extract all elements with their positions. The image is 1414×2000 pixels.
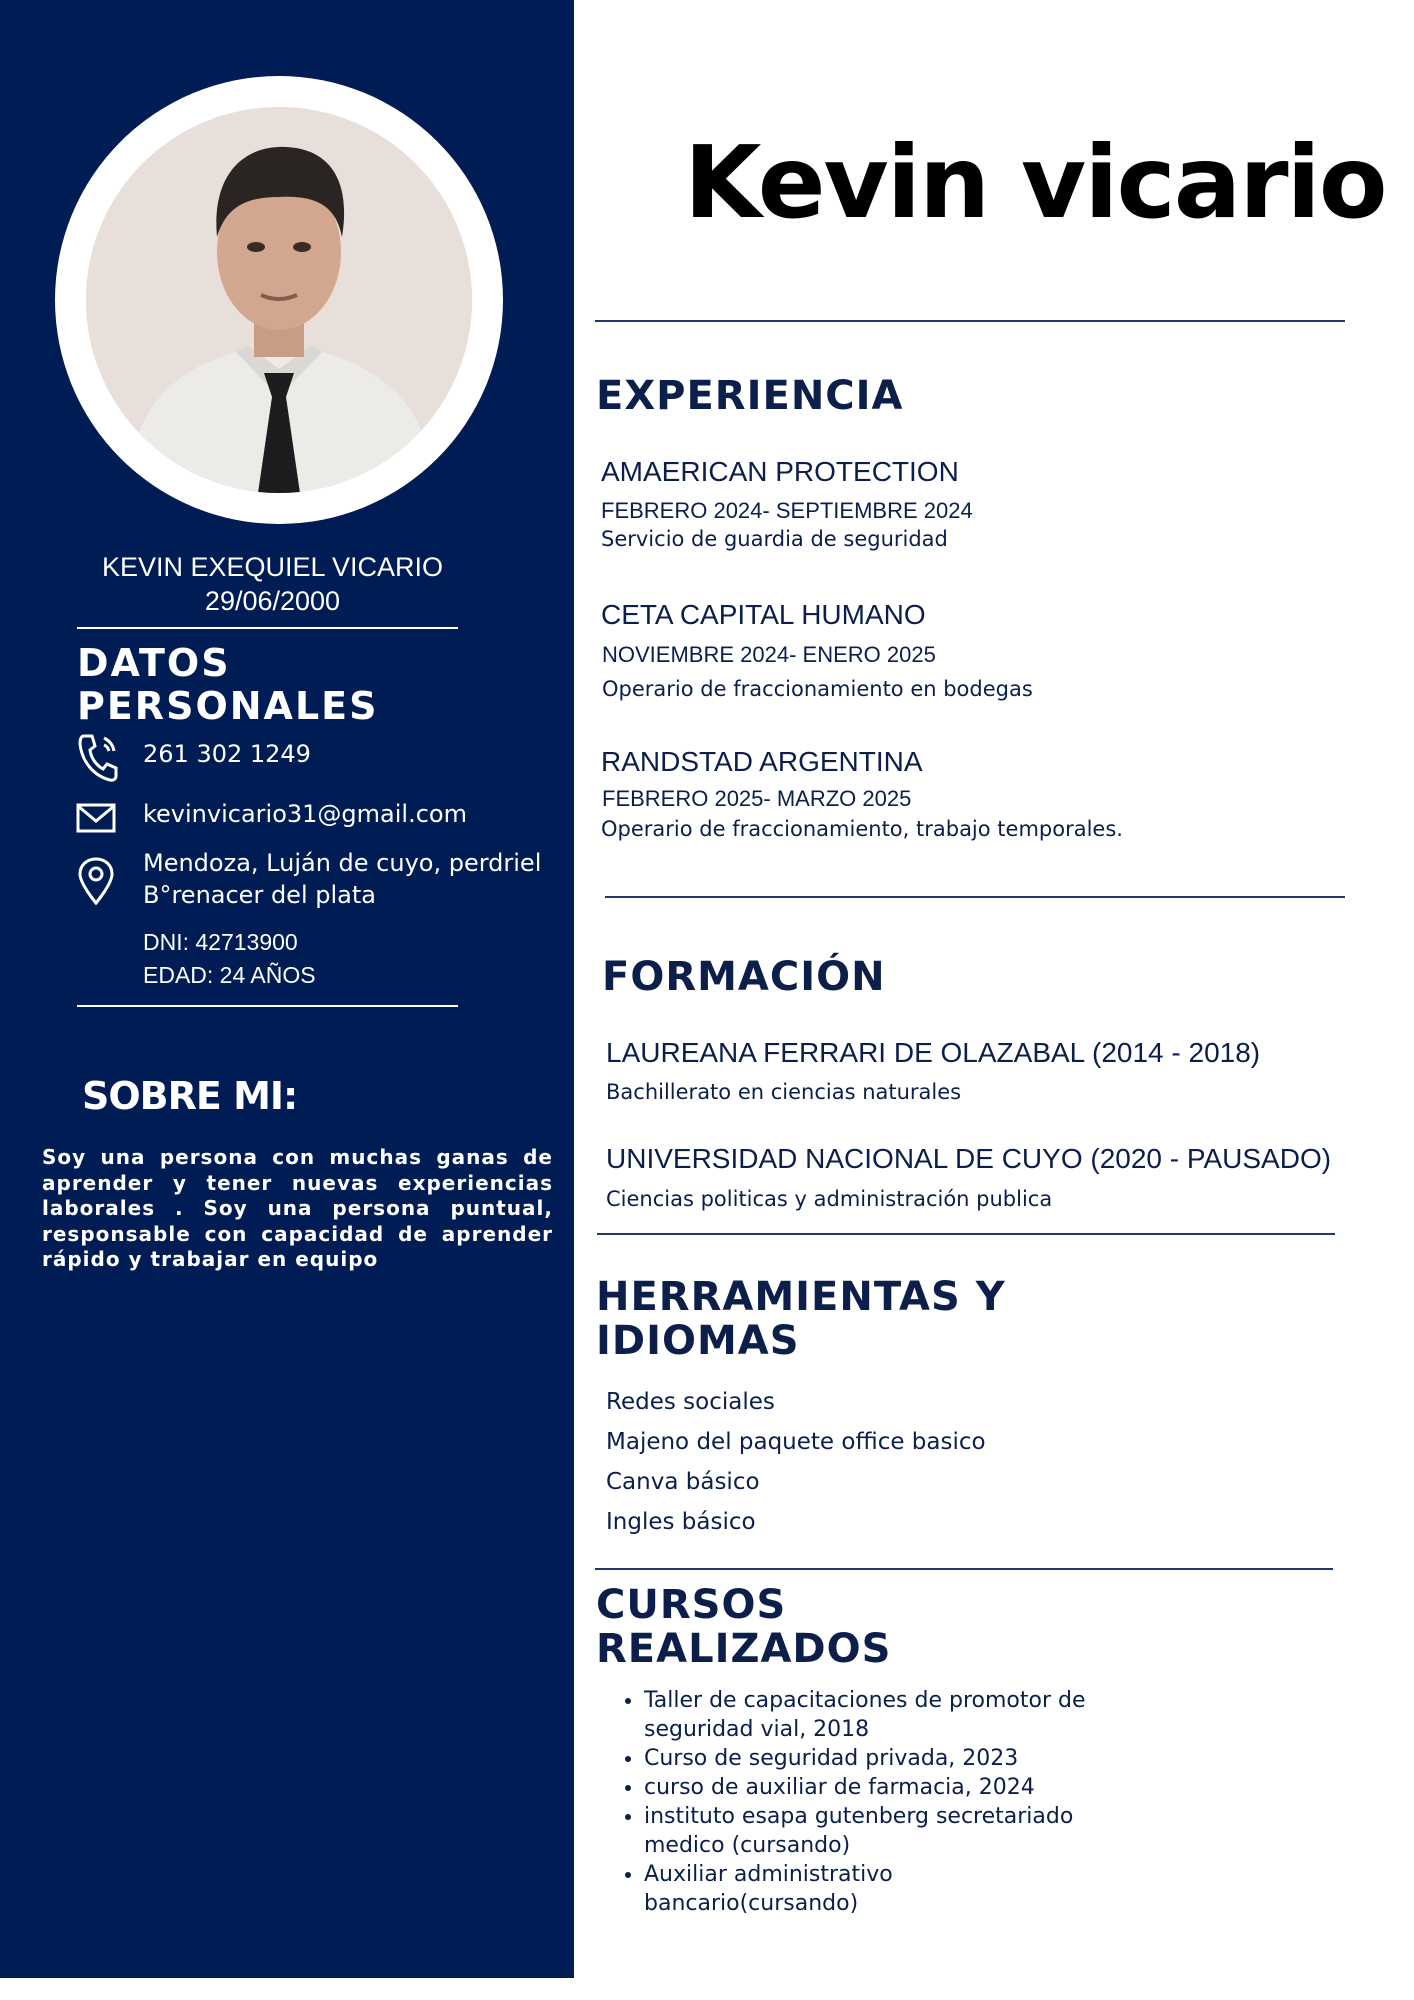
main-name: Kevin vicario bbox=[684, 124, 1386, 241]
sidebar-divider-top bbox=[77, 627, 458, 629]
tools-divider bbox=[595, 1568, 1333, 1570]
job-dates: FEBRERO 2025- MARZO 2025 bbox=[602, 786, 912, 811]
courses-title-line1: CURSOS bbox=[596, 1582, 787, 1628]
tool-item: Majeno del paquete office basico bbox=[606, 1429, 986, 1455]
person-photo-icon bbox=[86, 107, 472, 493]
address-line2: B°renacer del plata bbox=[143, 881, 376, 909]
experience-title: EXPERIENCIA bbox=[596, 373, 904, 419]
education-divider bbox=[597, 1233, 1335, 1235]
email-address: kevinvicario31@gmail.com bbox=[143, 800, 467, 828]
education-degree: Ciencias politicas y administración publica bbox=[606, 1187, 1053, 1211]
education-degree: Bachillerato en ciencias naturales bbox=[606, 1080, 962, 1104]
tools-title bbox=[596, 1275, 1006, 1363]
job-company: CETA CAPITAL HUMANO bbox=[601, 599, 926, 630]
job-dates: NOVIEMBRE 2024- ENERO 2025 bbox=[602, 642, 936, 667]
courses-list bbox=[620, 1686, 1094, 1918]
job-company: RANDSTAD ARGENTINA bbox=[601, 746, 923, 777]
profile-photo bbox=[86, 107, 472, 493]
course-item: • Auxiliar administrativo bancario(cursando) bbox=[644, 1860, 1094, 1918]
job-description: Servicio de guardia de seguridad bbox=[601, 527, 948, 551]
age-value: EDAD: 24 AÑOS bbox=[143, 962, 316, 988]
phone-icon bbox=[76, 732, 120, 784]
about-text: Soy una persona con muchas ganas de aprender y tener nuevas experiencias laborales . Soy una persona puntual, responsable con capacidad de aprender rápido y trabajar en equipo bbox=[42, 1145, 553, 1271]
courses-title-line2: REALIZADOS bbox=[596, 1626, 892, 1672]
course-item: • Curso de seguridad privada, 2023 bbox=[644, 1744, 1094, 1773]
job-company: AMAERICAN PROTECTION bbox=[601, 456, 959, 487]
full-name: KEVIN EXEQUIEL VICARIO bbox=[101, 552, 444, 582]
job-description: Operario de fraccionamiento, trabajo temporales. bbox=[601, 817, 1123, 841]
tool-item: Redes sociales bbox=[606, 1389, 775, 1415]
course-item: • instituto esapa gutenberg secretariado medico (cursando) bbox=[644, 1802, 1094, 1860]
dni-number: DNI: 42713900 bbox=[143, 929, 298, 955]
email-icon bbox=[76, 802, 116, 834]
header-divider bbox=[595, 320, 1345, 322]
education-school: LAUREANA FERRARI DE OLAZABAL (2014 - 2018) bbox=[606, 1037, 1261, 1068]
phone-number: 261 302 1249 bbox=[143, 740, 311, 768]
about-title: SOBRE MI: bbox=[82, 1074, 298, 1118]
sidebar-divider-bottom bbox=[77, 1005, 458, 1007]
tools-title-line1: HERRAMIENTAS Y bbox=[596, 1274, 1006, 1320]
datos-personales-title bbox=[77, 642, 379, 728]
education-school: UNIVERSIDAD NACIONAL DE CUYO (2020 - PAUSADO) bbox=[606, 1143, 1332, 1174]
address-line1: Mendoza, Luján de cuyo, perdriel bbox=[143, 849, 542, 877]
tool-item: Ingles básico bbox=[606, 1509, 756, 1535]
experience-divider bbox=[605, 896, 1345, 898]
courses-title bbox=[596, 1583, 891, 1671]
datos-title-line1: DATOS bbox=[77, 641, 231, 685]
sidebar bbox=[0, 0, 574, 1978]
course-item: • Taller de capacitaciones de promotor de seguridad vial, 2018 bbox=[644, 1686, 1094, 1744]
birth-date: 29/06/2000 bbox=[204, 586, 341, 616]
location-pin-icon bbox=[76, 856, 116, 906]
tools-title-line2: IDIOMAS bbox=[596, 1318, 800, 1364]
job-description: Operario de fraccionamiento en bodegas bbox=[602, 677, 1033, 701]
course-item: • curso de auxiliar de farmacia, 2024 bbox=[644, 1773, 1094, 1802]
tool-item: Canva básico bbox=[606, 1469, 760, 1495]
job-dates: FEBRERO 2024- SEPTIEMBRE 2024 bbox=[601, 498, 973, 523]
education-title: FORMACIÓN bbox=[602, 954, 886, 1000]
datos-title-line2: PERSONALES bbox=[77, 684, 379, 728]
profile-photo-ring bbox=[55, 76, 503, 524]
